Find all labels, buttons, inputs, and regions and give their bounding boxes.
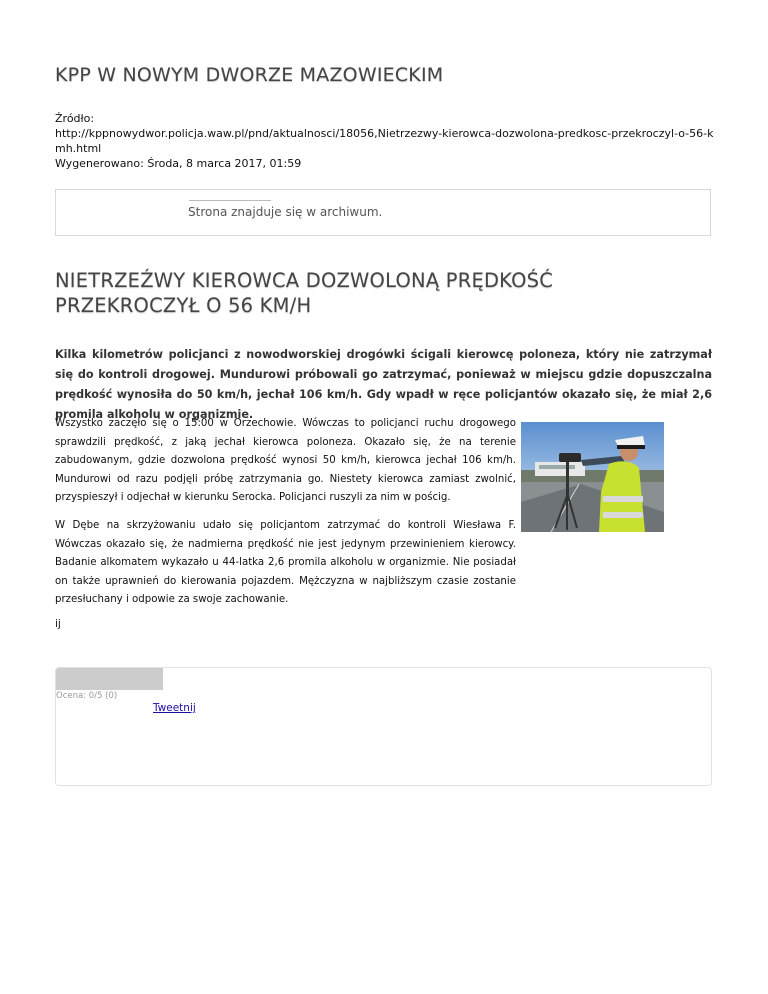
site-title: KPP W NOWYM DWORZE MAZOWIECKIM — [55, 64, 444, 86]
author-signature: ij — [55, 618, 61, 630]
rating-widget[interactable] — [56, 668, 163, 690]
divider — [189, 200, 271, 201]
article-photo — [521, 422, 664, 532]
source-label: Źródło: — [55, 112, 95, 125]
rating-box — [55, 667, 712, 786]
article-title: NIETRZEŹWY KIEROWCA DOZWOLONĄ PRĘDKOŚĆ PRZEKROCZYŁ O 56 KM/H — [55, 269, 554, 317]
archive-notice-box — [55, 189, 711, 236]
generated-date: Wygenerowano: Środa, 8 marca 2017, 01:59 — [55, 157, 302, 170]
article-paragraph: Wszystko zaczęło się o 15:00 w Orzechowie. Wówczas to policjanci ruchu drogowego sprawdzili prędkość, z jaką jechał kierowca poloneza. Okazało się, że na terenie zabudowanym, gdzie dozwolona prędkość wynosi 50 km/h, kierowca jechał 106 km/h. Mundurowi od razu podjęli próbę zatrzymania go. Niestety kierowca zamiast zwolnić, przyspieszył i odjechał w kierunku Serocka. Policjanci ruszyli za nim w pościg. — [55, 418, 516, 503]
tweet-link[interactable]: Tweetnij — [153, 702, 196, 714]
article-lead: Kilka kilometrów policjanci z nowodworskiej drogówki ścigali kierowcę poloneza, który nie zatrzymał się do kontroli drogowej. Mundurowi próbowali go zatrzymać, ponieważ w miejscu gdzie dopuszczalna prędkość wynosiła do 50 km/h, jechał 106 km/h. Gdy wpadł w ręce policjantów okazało się, że miał 2,6 promila alkoholu w organizmie. — [55, 348, 712, 421]
rating-text: Ocena: 0/5 (0) — [56, 691, 118, 701]
archive-notice: Strona znajduje się w archiwum. — [188, 205, 383, 219]
source-meta — [55, 111, 715, 171]
source-url: http://kppnowydwor.policja.waw.pl/pnd/aktualnosci/18056,Nietrzezwy-kierowca-dozwolona-predkosc-przekroczyl-o-56-kmh.html — [55, 127, 714, 155]
article-paragraph: W Dębe na skrzyżowaniu udało się policjantom zatrzymać do kontroli Wiesława F. Wówczas okazało się, że nadmierna prędkość nie jest jedynym przewinieniem kierowcy. Badanie alkomatem wykazało u 44-latka 2,6 promila alkoholu w organizmie. Nie posiadał on także uprawnień do kierowania pojazdem. Mężczyzna w najbliższym czasie zostanie przesłuchany i odpowie za swoje zachowanie. — [55, 520, 516, 605]
